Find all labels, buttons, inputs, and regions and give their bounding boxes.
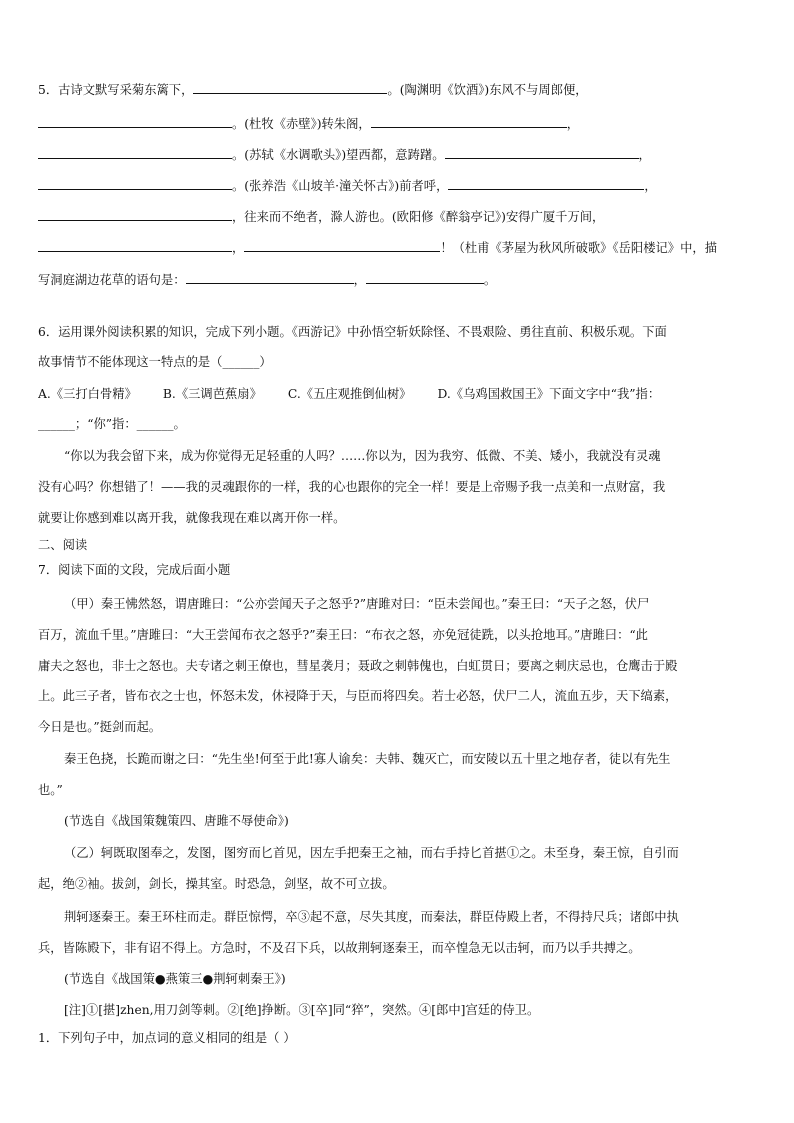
answer-blank[interactable] [366,270,484,284]
q5-prompt: 写洞庭湖边花草的语句是： [38,273,186,287]
punctuation: ， [638,148,651,162]
passage-b-line-1: 秦王色挠，长跪而谢之曰：“先生坐!何至于此!寡人谕矣：夫韩、魏灭亡，而安陵以五十里之地存者，徒以有先生 [64,752,671,766]
answer-blank[interactable] [186,270,354,284]
passage-d-line-2: 兵，皆陈殿下，非有诏不得上。方急时，不及召下兵，以故荆轲逐秦王，而卒惶急无以击轲，而乃以手共搏之。 [38,941,641,955]
source-note-2: (节选自《战国策●燕策三●荆轲刺秦王》) [64,972,286,986]
punctuation: ， [644,179,657,193]
punctuation: ， [232,241,245,255]
q5-source-2: 。(杜牧《赤壁》)转朱阁， [232,117,371,131]
q5-source-1: 。(陶渊明《饮酒》)东风不与周郎便， [387,83,588,97]
passage-b-line-2: 也。” [38,783,63,797]
punctuation: 。 [483,273,497,287]
answer-blank[interactable] [445,145,639,159]
q5-line-2 [38,114,756,134]
passage-a-line-2: 百万，流血千里。”唐雎曰：“大王尝闻布衣之怒乎?”秦王曰：“布衣之怒，亦免冠徒跣，以头抢地耳。”唐雎曰：“此 [38,628,648,642]
answer-blank[interactable] [244,238,440,252]
answer-blank[interactable] [193,80,387,94]
answer-blank[interactable] [38,207,232,221]
q6-passage-line-1: “你以为我会留下来，成为你觉得无足轻重的人吗？……你以为，因为我穷、低微、不美、矮小，我就没有灵魂 [64,449,661,463]
q6-options [38,384,756,404]
punctuation: ， [566,117,580,131]
passage-a-line-4: 上。此三子者，皆布衣之士也，怀怒未发，休祲降于天，与臣而将四矣。若士必怒，伏尸二人，流血五步，天下缟素， [38,689,678,703]
q5-line-4 [38,176,756,196]
passage-a-line-5: 今日是也。”挺剑而起。 [38,720,162,734]
answer-blank[interactable] [38,145,232,159]
option-d[interactable]: D.《乌鸡国救国王》下面文字中“我”指： [437,387,661,401]
q5-lead: 5．古诗文默写采菊东篱下， [38,83,194,97]
q6-passage-line-2: 没有心吗？你想错了！——我的灵魂跟你的一样，我的心也跟你的完全一样！要是上帝赐予我一点美和一点财富，我 [38,480,666,494]
q5-line-1 [38,80,756,100]
q6-question-line-2: 故事情节不能体现这一特点的是（______） [38,355,272,369]
q5-line-6 [38,238,756,258]
passage-d-line-1: 荆轲逐秦王。秦王环柱而走。群臣惊愕，卒③起不意，尽失其度，而秦法，群臣侍殿上者，不得持尺兵；诸郎中执 [64,910,679,924]
passage-c-line-2: 起，绝②袖。拔剑，剑长，操其室。时恐急，剑坚，故不可立拔。 [38,877,395,891]
option-b[interactable]: B.《三调芭蕉扇》 [162,387,262,401]
q5-line-7 [38,270,756,290]
answer-blank[interactable] [38,114,232,128]
sub-question-1: 1．下列句子中，加点词的意义相同的组是（ ） [38,1031,296,1045]
q6-passage-line-3: 就要让你感到难以离开我，就像我现在难以离开你一样。 [38,511,346,525]
option-c[interactable]: C.《五庄观推倒仙树》 [287,387,412,401]
q5-source-6: ！（杜甫《茅屋为秋风所破歌》《岳阳楼记》中，描 [440,241,717,255]
q6-fill-line: ______；“你”指：______。 [38,417,186,431]
section-heading: 二、阅读 [38,538,88,552]
passage-a-line-1: （甲）秦王怫然怒，谓唐雎曰：“公亦尝闻天子之怒乎?”唐雎对曰：“臣未尝闻也。”秦王曰：“天子之怒，伏尸 [64,597,650,611]
q5-source-3: 。(苏轼《水调歌头》)望西都，意踌躇。 [232,148,445,162]
answer-blank[interactable] [448,176,644,190]
q5-source-4: 。(张养浩《山坡羊·潼关怀古》)前者呼， [232,179,449,193]
answer-blank[interactable] [38,238,232,252]
q7-title: 7．阅读下面的文段，完成后面小题 [38,563,231,577]
q5-line-5 [38,207,756,227]
option-a[interactable]: A.《三打白骨精》 [38,387,137,401]
q5-source-5: ，往来而不绝者，滁人游也。(欧阳修《醉翁亭记》)安得广厦千万间， [232,210,605,224]
punctuation: ， [353,273,366,287]
source-note-1: (节选自《战国策魏策四、唐雎不辱使命》) [64,814,289,828]
passage-c-line-1: （乙）轲既取图奉之，发图，图穷而匕首见，因左手把秦王之袖，而右手持匕首揕①之。未至身，秦王惊，自引而 [64,846,679,860]
q6-question-line-1: 6．运用课外阅读积累的知识，完成下列小题。《西游记》中孙悟空斩妖除怪、不畏艰险、勇往直前、积极乐观。下面 [38,325,667,339]
passage-a-line-3: 庸夫之怒也，非士之怒也。夫专诸之刺王僚也，彗星袭月；聂政之刺韩傀也，白虹贯日；要离之刺庆忌也，仓鹰击于殿 [38,659,678,673]
answer-blank[interactable] [38,176,232,190]
q5-line-3 [38,145,756,165]
annotation-note: [注]①[揕]zhen,用刀剑等刺。②[绝]挣断。③[卒]同“猝”，突然。④[郎中]宫廷的侍卫。 [64,1003,540,1017]
answer-blank[interactable] [371,114,567,128]
